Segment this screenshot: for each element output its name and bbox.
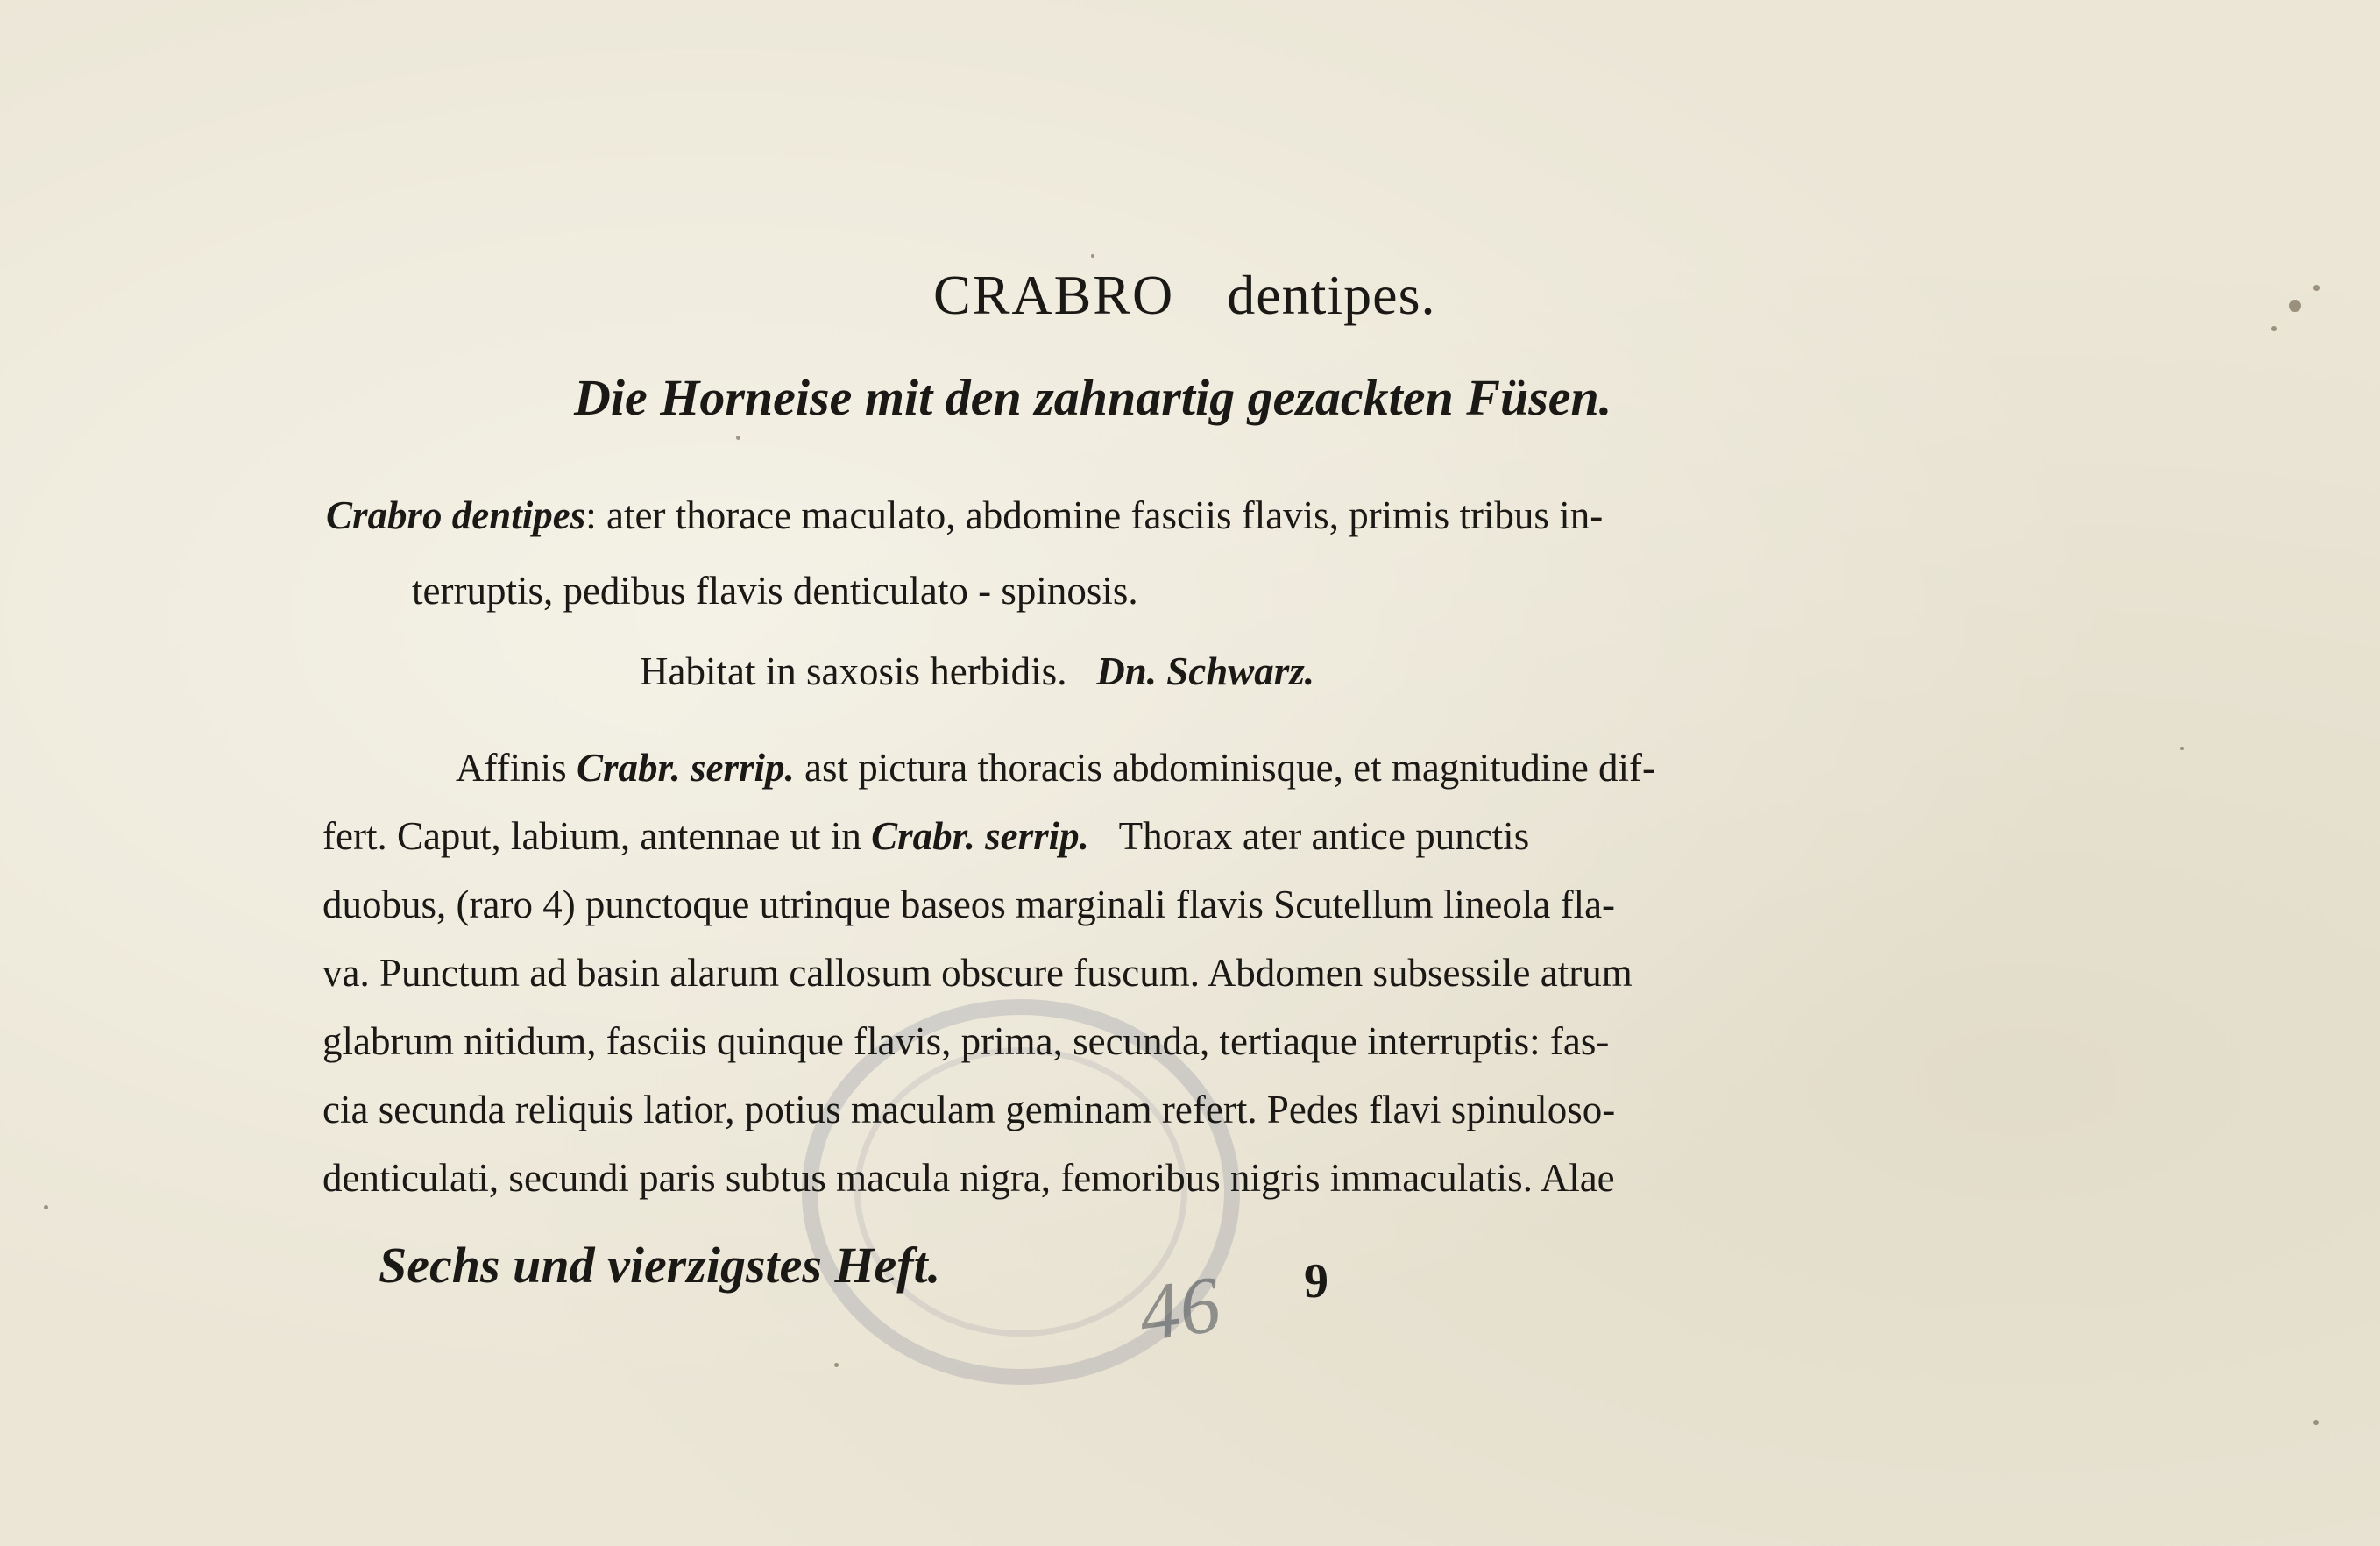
description-text: ast pictura thoracis abdominisque, et magnitudine dif- bbox=[804, 746, 1656, 790]
page-title bbox=[933, 263, 1435, 328]
paper-speck bbox=[2271, 326, 2277, 331]
diagnosis-text: : ater thorace maculato, abdomine fasciis flavis, primis tribus in- bbox=[585, 493, 1604, 537]
species-reference: Crabr. serrip. bbox=[576, 746, 795, 790]
paper-speck bbox=[834, 1363, 839, 1367]
paper-speck bbox=[2313, 285, 2320, 291]
diagnosis-name: Crabro dentipes bbox=[326, 493, 586, 537]
paper-speck bbox=[736, 436, 740, 440]
description-line-6: cia secunda reliquis latior, potius maculam geminam refert. Pedes flavi spinuloso- bbox=[322, 1088, 1616, 1131]
collector-name: Dn. Schwarz. bbox=[1096, 649, 1315, 693]
paper-speck bbox=[2313, 1420, 2319, 1425]
paper-speck bbox=[1091, 254, 1094, 258]
pencil-annotation: 46 bbox=[1133, 1259, 1226, 1358]
habitat-line bbox=[640, 649, 1314, 694]
description-text: fert. Caput, labium, antennae ut in bbox=[322, 814, 861, 858]
genus-name: CRABRO bbox=[933, 264, 1175, 326]
german-subtitle: Die Horneise mit den zahnartig gezackten Füsen. bbox=[574, 369, 1612, 426]
description-text: Thorax ater antice punctis bbox=[1118, 814, 1530, 858]
diagnosis-line-2: terruptis, pedibus flavis denticulato - spinosis. bbox=[412, 569, 1138, 613]
species-name: dentipes. bbox=[1227, 264, 1436, 326]
description-line-1 bbox=[456, 745, 1655, 791]
description-line-2 bbox=[322, 813, 1529, 859]
habitat-text: Habitat in saxosis herbidis. bbox=[640, 649, 1067, 693]
description-text: Affinis bbox=[456, 746, 567, 790]
description-line-3: duobus, (raro 4) punctoque utrinque baseos marginali flavis Scutellum lineola fla- bbox=[322, 883, 1616, 926]
paper-speck bbox=[2180, 747, 2184, 750]
diagnosis-line-1 bbox=[326, 493, 1603, 538]
signature-mark: Sechs und vierzigstes Heft. bbox=[379, 1237, 941, 1294]
species-reference: Crabr. serrip. bbox=[871, 814, 1089, 858]
paper-speck bbox=[2289, 300, 2301, 312]
description-line-4: va. Punctum ad basin alarum callosum obscure fuscum. Abdomen subsessile atrum bbox=[322, 951, 1633, 995]
description-line-7: denticulati, secundi paris subtus macula nigra, femoribus nigris immaculatis. Alae bbox=[322, 1156, 1615, 1200]
paper-speck bbox=[44, 1205, 48, 1209]
signature-number: 9 bbox=[1304, 1254, 1328, 1308]
description-line-5: glabrum nitidum, fasciis quinque flavis, prima, secunda, tertiaque interruptis: fas- bbox=[322, 1019, 1610, 1063]
